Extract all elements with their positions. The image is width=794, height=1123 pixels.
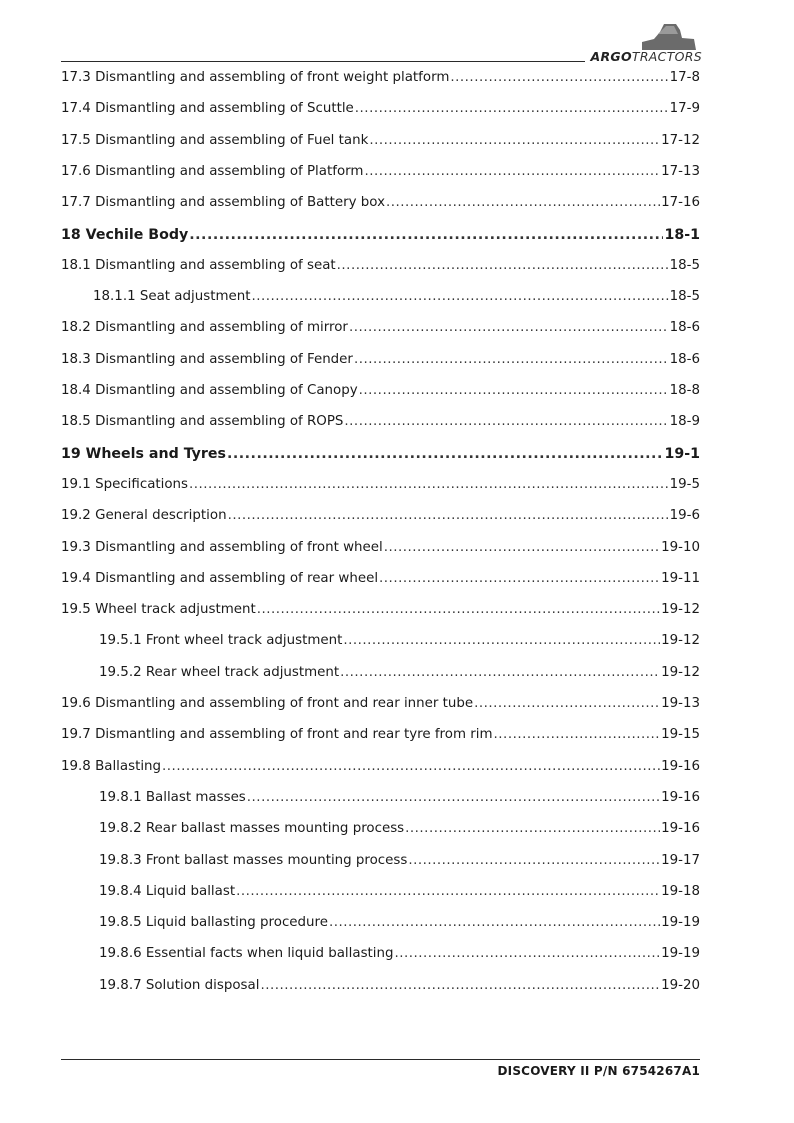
toc-entry[interactable] [99,913,700,933]
toc-entry-page: 18-6 [669,351,700,367]
toc-entry-page: 19-16 [661,821,700,837]
toc-entry-title: 19.8.2 Rear ballast masses mounting process [99,821,405,837]
toc-entry-title: 19.6 Dismantling and assembling of front and rear inner tube [61,696,474,711]
toc-leader-dots [354,350,669,370]
toc-entry-page: 19-20 [661,977,700,993]
toc-entry[interactable] [61,350,700,370]
brand-bold-text: ARGO [590,49,632,64]
toc-entry-page: 19-6 [669,508,700,524]
toc-entry-title: 17.6 Dismantling and assembling of Platform [61,163,364,179]
toc-entry-page: 19-15 [661,727,700,743]
toc-entry-title: 19.8.4 Liquid ballast [99,883,236,899]
toc-leader-dots [340,663,660,683]
toc-entry-title: 18.1 Dismantling and assembling of seat [61,257,336,273]
footer-rule [61,1059,700,1060]
toc-entry-page: 18-5 [669,289,700,305]
toc-entry-title: 17.3 Dismantling and assembling of front weight platform [61,70,450,85]
toc-entry-page: 19-17 [661,852,700,868]
toc-entry[interactable] [99,631,700,651]
toc-leader-dots [369,131,660,151]
document-part-number: DISCOVERY II P/N 6754267A1 [497,1064,700,1078]
toc-entry-page: 18-5 [669,257,700,273]
toc-leader-dots [450,68,668,88]
toc-entry[interactable] [61,600,700,620]
toc-entry-title: 19.2 General description [61,508,227,524]
toc-entry[interactable] [61,569,700,589]
toc-leader-dots [162,757,660,777]
toc-leader-dots [474,694,660,714]
toc-entry[interactable] [61,381,700,401]
toc-entry[interactable] [61,99,700,119]
toc-leader-dots [364,162,660,182]
toc-entry-title: 19.5 Wheel track adjustment [61,602,256,618]
toc-entry[interactable] [99,882,700,902]
toc-entry-page: 17-16 [661,195,700,211]
toc-entry[interactable] [61,412,700,432]
toc-entry-title: 18.4 Dismantling and assembling of Canopy [61,383,358,398]
toc-entry-title: 19.1 Specifications [61,476,189,492]
toc-entry-title: 19.5.2 Rear wheel track adjustment [99,664,340,680]
toc-entry-page: 19-1 [664,445,700,462]
toc-entry-page: 17-13 [661,163,700,179]
toc-entry-title: 19.8.3 Front ballast masses mounting process [99,852,408,868]
brand-light-text: TRACTORS [631,49,702,64]
toc-leader-dots [257,600,660,620]
toc-entry[interactable] [99,788,700,808]
toc-leader-dots [228,506,669,526]
toc-entry-page: 19-5 [669,476,700,492]
toc-entry[interactable] [61,475,700,495]
toc-entry[interactable] [93,287,700,307]
toc-entry-page: 19-16 [661,758,700,774]
toc-entry-title: 19.8.1 Ballast masses [99,789,246,805]
toc-entry-title: 19.8.5 Liquid ballasting procedure [99,915,328,931]
toc-entry[interactable] [61,538,700,558]
toc-entry-title: 19.5.1 Front wheel track adjustment [99,633,343,649]
toc-leader-dots [379,569,660,589]
toc-entry-page: 17-12 [661,132,700,148]
toc-entry-page: 19-10 [661,539,700,555]
toc-entry-page: 19-12 [661,602,700,618]
toc-leader-dots [227,444,663,464]
toc-leader-dots [384,538,660,558]
toc-entry-page: 19-19 [661,915,700,931]
toc-leader-dots [337,256,669,276]
toc-entry-page: 19-12 [661,664,700,680]
toc-leader-dots [329,913,660,933]
toc-leader-dots [494,725,661,745]
toc-entry[interactable] [61,131,700,151]
toc-entry-page: 18-8 [669,383,700,398]
toc-entry-page: 19-16 [661,789,700,805]
toc-entry-page: 18-9 [669,414,700,430]
toc-entry[interactable] [61,694,700,714]
toc-leader-dots [349,318,669,338]
toc-leader-dots [236,882,660,902]
toc-entry[interactable] [99,944,700,964]
toc-entry-title: 17.4 Dismantling and assembling of Scuttle [61,101,354,117]
toc-entry-page: 19-13 [661,696,700,711]
toc-entry-title: 19.8 Ballasting [61,758,162,774]
toc-entry-title: 19.4 Dismantling and assembling of rear wheel [61,570,379,586]
toc-entry[interactable] [99,819,700,839]
toc-leader-dots [343,631,660,651]
toc-entry[interactable] [61,757,700,777]
toc-entry-title: 19.8.6 Essential facts when liquid ballasting [99,946,394,962]
toc-entry-page: 17-8 [669,70,700,85]
toc-entry[interactable] [61,256,700,276]
toc-entry[interactable] [99,663,700,683]
toc-entry-title: 18 Vechile Body [61,226,189,243]
toc-leader-dots [359,381,669,401]
toc-leader-dots [260,976,660,996]
toc-chapter-entry[interactable] [61,225,700,245]
toc-entry-page: 19-19 [661,946,700,962]
toc-entry-title: 18.5 Dismantling and assembling of ROPS [61,414,344,430]
toc-leader-dots [355,99,669,119]
toc-leader-dots [405,819,660,839]
toc-entry-title: 18.3 Dismantling and assembling of Fender [61,351,353,367]
toc-leader-dots [386,193,660,213]
toc-entry-page: 19-11 [661,570,700,586]
toc-entry-title: 17.5 Dismantling and assembling of Fuel tank [61,132,369,148]
toc-entry-title: 19.7 Dismantling and assembling of front and rear tyre from rim [61,727,493,743]
toc-leader-dots [189,475,669,495]
toc-entry-title: 19 Wheels and Tyres [61,445,226,462]
toc-entry-title: 19.3 Dismantling and assembling of front wheel [61,539,383,555]
toc-entry[interactable] [61,193,700,213]
toc-entry-page: 19-12 [661,633,700,649]
toc-entry-page: 19-18 [661,883,700,899]
toc-entry-title: 19.8.7 Solution disposal [99,977,260,993]
toc-entry[interactable] [61,318,700,338]
toc-leader-dots [247,788,660,808]
toc-leader-dots [344,412,668,432]
toc-entry-page: 17-9 [669,101,700,117]
toc-entry[interactable] [61,162,700,182]
toc-entry-title: 17.7 Dismantling and assembling of Battery box [61,195,386,211]
toc-entry[interactable] [99,976,700,996]
toc-entry[interactable] [99,851,700,871]
toc-entry-page: 18-6 [669,320,700,336]
toc-entry-title: 18.2 Dismantling and assembling of mirror [61,320,348,336]
toc-leader-dots [189,225,663,245]
toc-chapter-entry[interactable] [61,444,700,464]
toc-entry[interactable] [61,725,700,745]
toc-entry[interactable] [61,506,700,526]
toc-leader-dots [408,851,660,871]
toc-entry[interactable] [61,68,700,88]
toc-leader-dots [395,944,661,964]
toc-leader-dots [251,287,668,307]
toc-entry-page: 18-1 [664,226,700,243]
toc-entry-title: 18.1.1 Seat adjustment [93,289,251,305]
